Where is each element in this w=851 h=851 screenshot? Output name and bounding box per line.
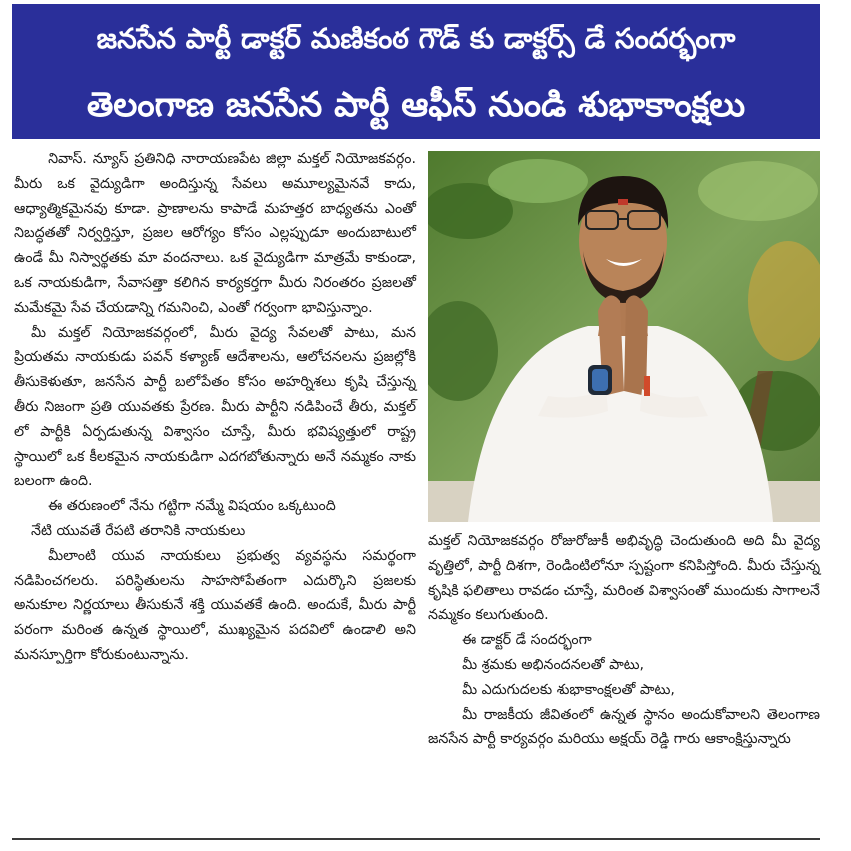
headline-banner [12,4,820,139]
headline-line-2: తెలంగాణ జనసేన పార్టీ ఆఫీస్ నుండి శుభాకాంక్షలు [86,85,746,125]
article-paragraph: నేటి యువతే రేపటి తరానికి నాయకులు [31,522,246,539]
article-paragraph: మక్తల్ నియోజకవర్గం రోజురోజుకీ అభివృద్ధి చెందుతుంది అది మీ వైద్య వృత్తిలో, పార్టీ దిశగా, రెండింటిలోనూ స్పష్టంగా కనిపిస్తోంది. మీరు చేస్తున్న కృషికి ఫలితాలు రావడం చూస్తే, మరింత విశ్వాసంతో ముందుకు సాగాలనే నమ్మకం కలుగుతుంది. [428,533,820,624]
article-left-column [14,147,416,668]
article-paragraph: నివాస్. న్యూస్ ప్రతినిధి నారాయణపేట జిల్లా మక్తల్ నియోజకవర్గం. మీరు ఒక వైద్యుడిగా అందిస్తున్న సేవలు అమూల్యమైనవే కాదు, ఆధ్యాత్మికమైనవు కూడా. ప్రాణాలను కాపాడే మహత్తర బాధ్యతను ఎంతో నిబద్ధతతో నిర్వర్తిస్తూ, ప్రజల ఆరోగ్యం కోసం ఎల్లప్పుడూ అందుబాటులో ఉండే మీ నిస్వార్థతకు మా వందనాలు. ఒక వైద్యుడిగా మాత్రమే కాకుండా, ఒక నాయకుడిగా, సేవాసత్తా కలిగిన కార్యకర్తగా మీరు నిరంతరం ప్రజలతో మమేకమై సేవ చేయడాన్ని గమనించి, ఎంతో గర్వంగా భావిస్తున్నాం. [14,151,416,316]
portrait-illustration [428,151,820,522]
bottom-divider [12,838,820,840]
article-paragraph: మీలాంటి యువ నాయకులు ప్రభుత్వ వ్యవస్థను సమర్థంగా నడిపించగలరు. పరిస్థితులను సాహసోపేతంగా ఎదుర్కొని ప్రజలకు అనుకూల నిర్ణయాలు తీసుకునే శక్తి యువతకే ఉంది. అందుకే, మీరు పార్టీ పరంగా మరింత ఉన్నత స్థాయిలో, ముఖ్యమైన పదవిలో ఉండాలి అని మనస్పూర్తిగా కోరుకుంటున్నాను. [14,547,416,663]
article-paragraph: మీ రాజకీయ జీవితంలో ఉన్నత స్థానం అందుకోవాలని తెలంగాణ జనసేన పార్టీ కార్యవర్గం మరియు అక్షయ్ రెడ్డి గారు ఆకాంక్షిస్తున్నారు [428,706,820,748]
article-paragraph: మీ మక్తల్ నియోజకవర్గంలో, మీరు వైద్య సేవలతో పాటు, మన ప్రియతమ నాయకుడు పవన్ కళ్యాణ్ ఆదేశాలను, ఆలోచనలను ప్రజల్లోకి తీసుకెళుతూ, జనసేన పార్టీ బలోపేతం కోసం అహర్నిశలు కృషి చేస్తున్న తీరు నిజంగా ప్రతి యువతకు ప్రేరణ. మీరు పార్టీని నడిపించే తీరు, మక్తల్ లో పార్టీకి ఏర్పడుతున్న విశ్వాసం చూస్తే, మీరు భవిష్యత్తులో రాష్ట్ర స్థాయిలో ఒక కీలకమైన నాయకుడిగా ఎదగబోతున్నారు అనే నమ్మకం నాకు బలంగా ఉంది. [14,324,416,490]
article-paragraph: ఈ డాక్టర్ డే సందర్భంగా [462,632,592,649]
article-paragraph: మీ ఎదుగుదలకు శుభాకాంక్షలతో పాటు, [462,681,675,698]
article-right-column [428,529,820,752]
article-paragraph: ఈ తరుణంలో నేను గట్టిగా నమ్మే విషయం ఒక్కటుంది [48,498,336,515]
doctor-portrait-photo [428,151,820,522]
article-paragraph: మీ శ్రమకు అభినందనలతో పాటు, [462,656,645,673]
headline-line-1: జనసేన పార్టీ డాక్టర్ మణికంఠ గౌడ్ కు డాక్టర్స్ డే సందర్భంగా [96,22,736,55]
